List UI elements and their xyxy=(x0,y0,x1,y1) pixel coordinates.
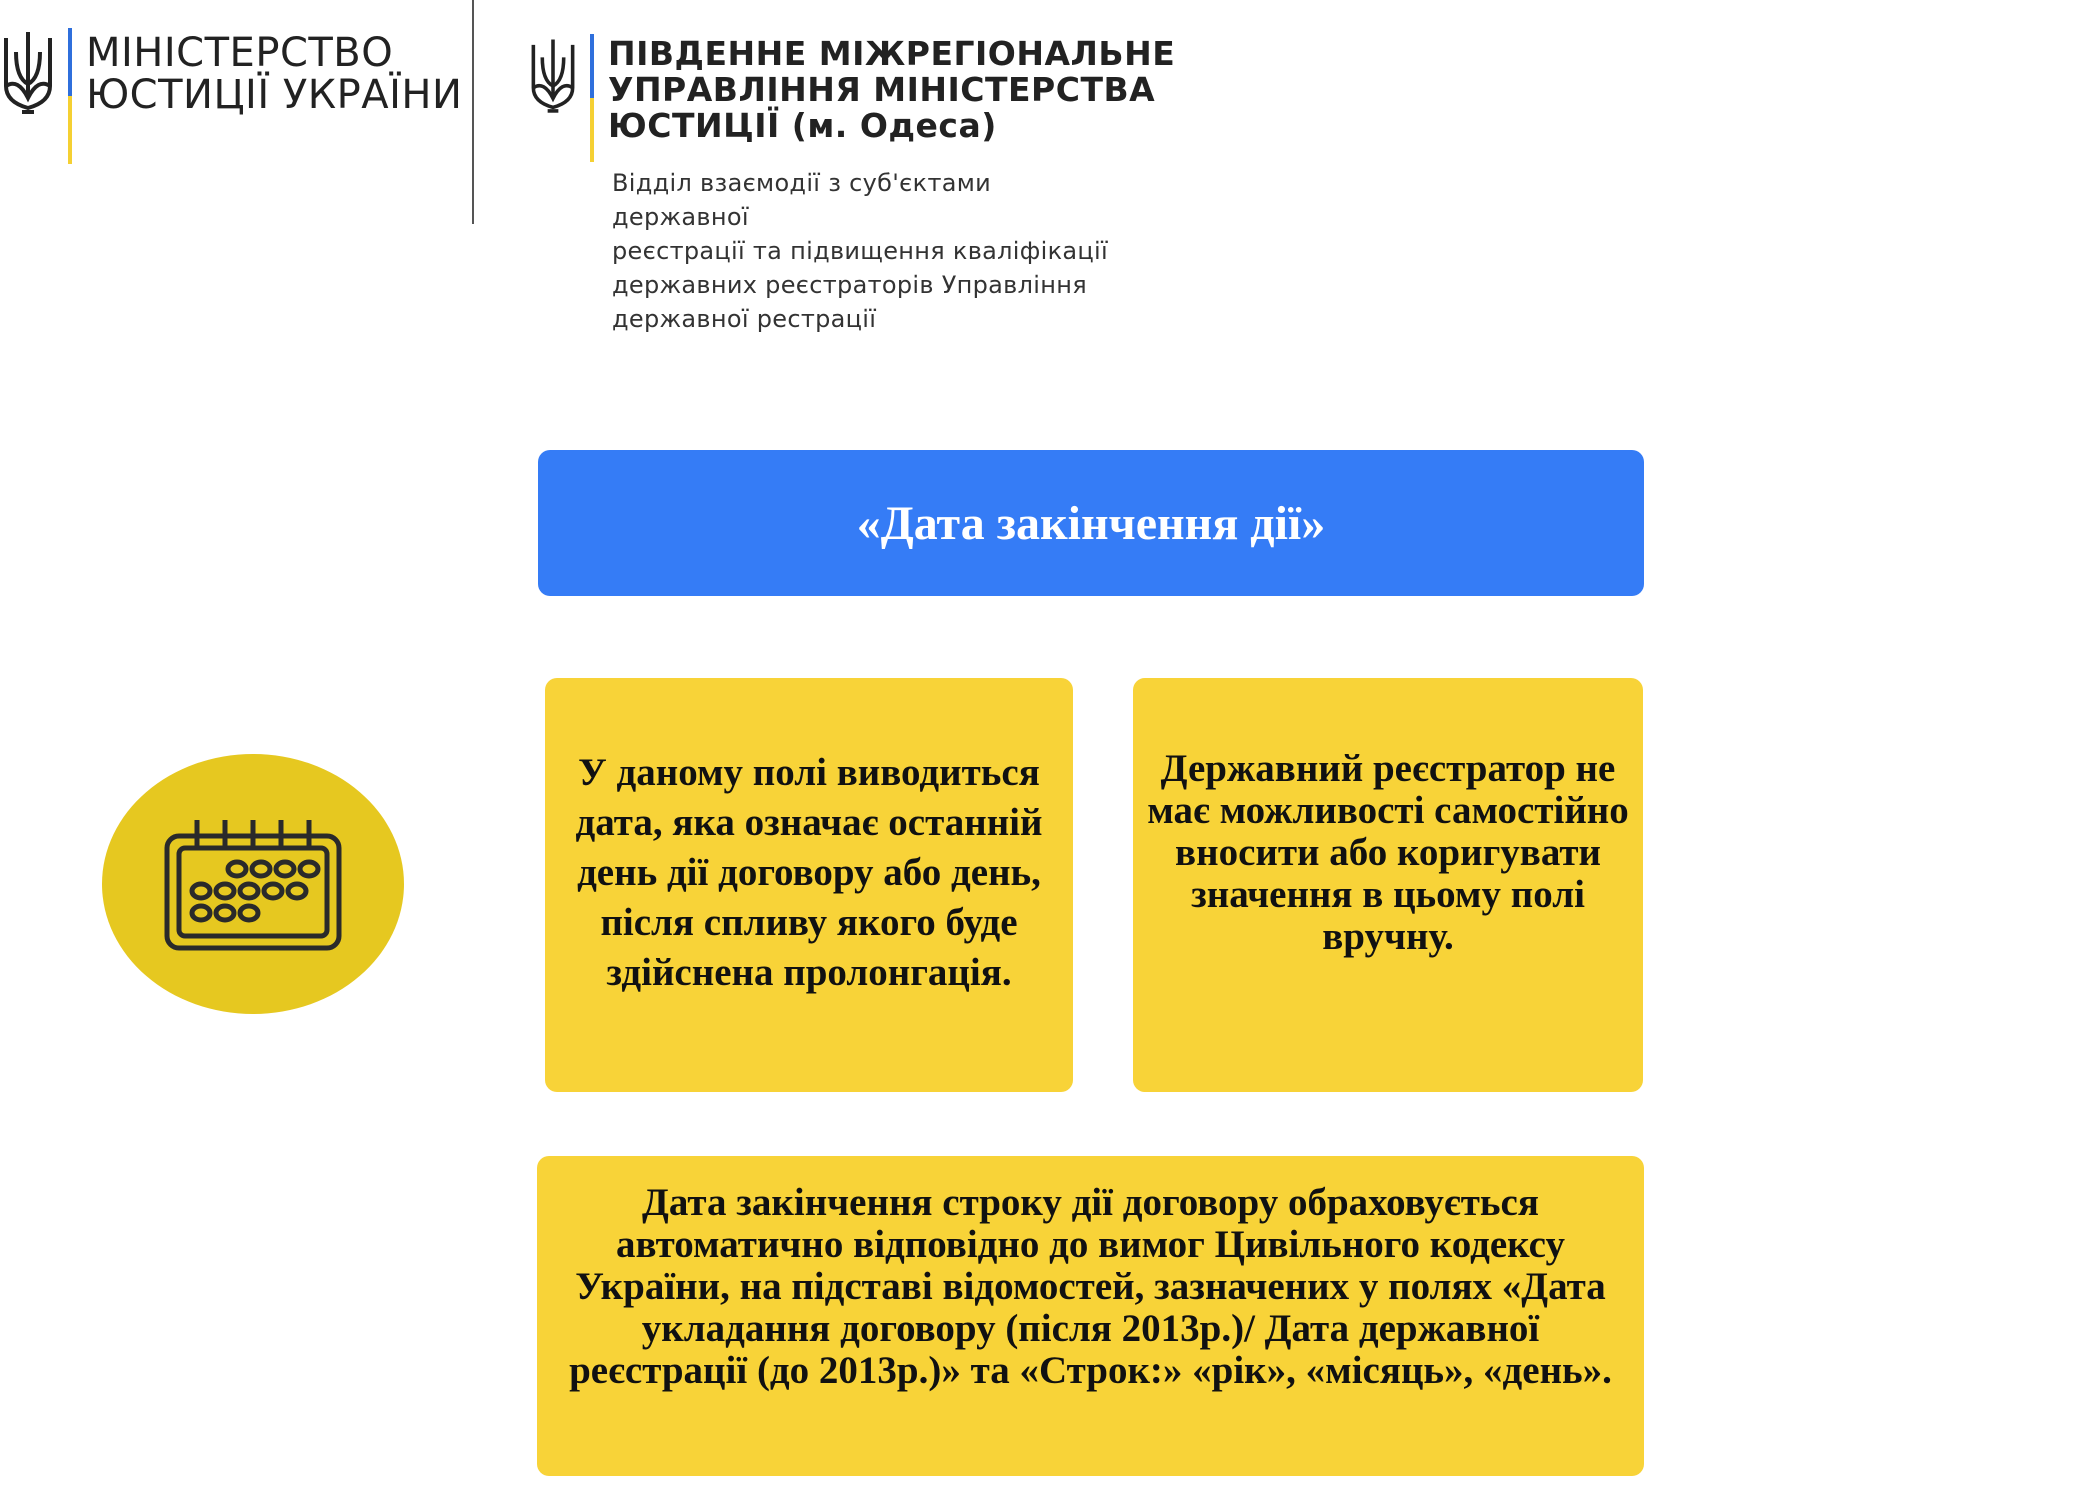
regional-logo-line2: УПРАВЛІННЯ МІНІСТЕРСТВА xyxy=(608,70,1156,109)
flag-bar xyxy=(68,28,72,164)
regional-logo-text xyxy=(608,34,1175,144)
ministry-logo-text xyxy=(86,28,462,116)
ministry-logo-line2: ЮСТИЦІЇ УКРАЇНИ xyxy=(86,72,463,118)
ministry-logo-line1: МІНІСТЕРСТВО xyxy=(86,30,394,76)
department-line3: державних реєстраторів Управління xyxy=(612,271,1087,299)
card-manual-edit-restriction xyxy=(1133,678,1643,1092)
flag-bar xyxy=(590,34,594,162)
card-field-description-text: У даному полі виводиться дата, яка означає останній день дії договору або день, після спливу якого буде здійснена пролонгація. xyxy=(575,751,1043,994)
header-divider xyxy=(472,0,474,224)
trident-icon xyxy=(0,28,56,120)
card-calculation-rule-text: Дата закінчення строку дії договору обраховується автоматично відповідно до вимог Цивільного кодексу України, на підставі відомостей, зазначених у полях «Дата укладання договору (після 2013р.)/ Дата державної реєстрації (до 2013р.)» та «Строк:» «рік», «місяць», «день». xyxy=(569,1181,1612,1392)
department-line1: Відділ взаємодії з суб'єктами державної xyxy=(612,169,992,231)
department-line4: державної рестрації xyxy=(612,305,877,333)
calendar-icon-circle xyxy=(102,754,404,1014)
regional-logo xyxy=(528,34,1175,162)
regional-logo-line3: ЮСТИЦІЇ (м. Одеса) xyxy=(608,106,997,145)
calendar-icon xyxy=(155,814,351,954)
ministry-logo xyxy=(0,28,462,164)
department-name xyxy=(612,166,1132,336)
card-manual-edit-restriction-text: Державний реєстратор не має можливості самостійно вносити або коригувати значення в цьому полі вручну. xyxy=(1147,747,1629,958)
department-line2: реєстрації та підвищення кваліфікації xyxy=(612,237,1108,265)
card-calculation-rule xyxy=(537,1156,1644,1476)
regional-logo-line1: ПІВДЕННЕ МІЖРЕГІОНАЛЬНЕ xyxy=(608,34,1176,73)
trident-icon xyxy=(528,34,578,120)
card-field-description xyxy=(545,678,1073,1092)
page-title: «Дата закінчення дії» xyxy=(538,450,1644,596)
